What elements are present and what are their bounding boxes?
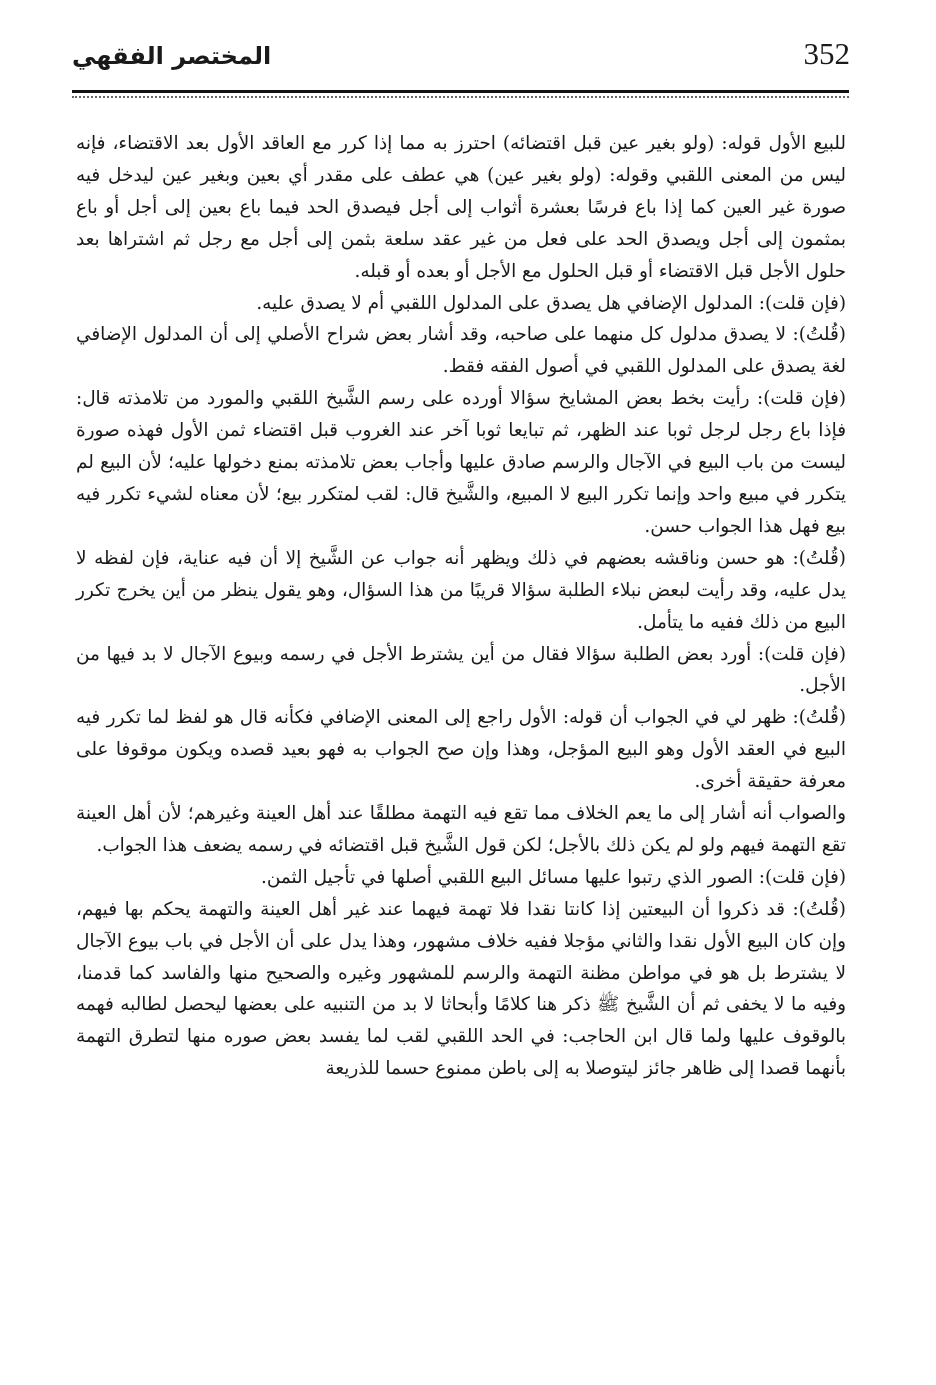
paragraph: (قُلتُ): لا يصدق مدلول كل منهما على صاحبه، وقد أشار بعض شراح الأصلي إلى أن المدلول الإضافي لغة يصدق على المدلول اللقبي في أصول الفقه فقط. <box>76 324 846 378</box>
paragraph: (فإن قلت): أورد بعض الطلبة سؤالا فقال من أين يشترط الأجل في رسمه وبيوع الآجال لا بد فيها من الأجل. <box>76 643 846 697</box>
paragraph: (فإن قلت): المدلول الإضافي هل يصدق على المدلول اللقبي أم لا يصدق عليه. <box>256 292 846 314</box>
paragraph: (فإن قلت): رأيت بخط بعض المشايخ سؤالا أورده على رسم الشَّيخ اللقبي والمورد من تلامذته قال: فإذا باع رجل لرجل ثوبا عند الظهر، ثم تبايعا ثوبا آخر عند الغروب قبل اقتضاء ثمن الأول فهذه صورة ليست من باب البيع في الآجال والرسم صادق عليها وأجاب بعض تلامذته بمنع دخولها عليه؛ لأن البيع لم يتكرر في مبيع واحد وإنما تكرر البيع لا المبيع، والشَّيخ قال: لقب لمتكرر بيع؛ لأن معناه لشيء تكرر فيه بيع فهل هذا الجواب حسن. <box>76 388 846 537</box>
header-rule <box>72 90 849 93</box>
paragraph: (قُلتُ): ظهر لي في الجواب أن قوله: الأول راجع إلى المعنى الإضافي فكأنه قال هو لفظ لما تكرر فيه البيع في العقد الأول وهو البيع المؤجل، وهذا وإن صح الجواب به فهو بعيد قصده ويكون موقوفا على معرفة حقيقة أخرى. <box>76 707 846 793</box>
paragraph: (فإن قلت): الصور الذي رتبوا عليها مسائل البيع اللقبي أصلها في تأجيل الثمن. <box>261 866 846 888</box>
page-number: 352 <box>803 36 850 71</box>
header-dotted-rule <box>72 96 849 98</box>
page-header <box>72 30 850 92</box>
paragraph: للبيع الأول قوله: (ولو بغير عين قبل اقتضائه) احترز به مما إذا كرر مع العاقد الأول بعد الاقتضاء، فإنه ليس من المعنى اللقبي وقوله: (ولو بغير عين) هي عطف على مقدر أي بعين وبغير عين ليدخل فيه صورة غير العين كما إذا باع فرسًا بعشرة أثواب إلى أجل فيصدق الحد فيما باع بعين إلى أجل أو باع بمثمون إلى أجل ويصدق الحد على فعل من غير عقد سلعة بثمن إلى أجل مع رجل ثم اشتراها بعد حلول الأجل قبل الاقتضاء أو قبل الحلول مع الأجل أو بعده أو قبله. <box>76 133 846 282</box>
body-text <box>76 128 846 1085</box>
paragraph: (قُلتُ): قد ذكروا أن البيعتين إذا كانتا نقدا فلا تهمة فيهما عند غير أهل العينة والتهمة يحكم بها فيهم، وإن كان البيع الأول نقدا والثاني مؤجلا ففيه خلاف مشهور، وهذا يدل على أن الأجل في باب بيوع الآجال لا يشترط بل هو في مواطن مظنة التهمة والرسم للمشهور وغيره والصحيح منها والفاسد كما قدمنا، وفيه ما لا يخفى ثم أن الشَّيخ ﷺ ذكر هنا كلامًا وأبحاثا لا بد من التنبيه على بعضها ليحصل لطالبه فهمه بالوقوف عليها ولما قال ابن الحاجب: في الحد اللقبي لقب لما يفسد بعض صوره منها لتطرق التهمة بأنهما قصدا إلى ظاهر جائز ليتوصلا به إلى باطن ممنوع حسما للذريعة <box>76 898 846 1080</box>
running-title: المختصر الفقهي <box>72 42 272 70</box>
paragraph: (قُلتُ): هو حسن وناقشه بعضهم في ذلك ويظهر أنه جواب عن الشَّيخ إلا أن فيه عناية، فإن لفظه لا يدل عليه، وقد رأيت لبعض نبلاء الطلبة سؤالا قريبًا من هذا السؤال، وهو يقول ينظر من أين يخرج تكرر البيع من ذلك ففيه ما يتأمل. <box>76 547 846 633</box>
paragraph: والصواب أنه أشار إلى ما يعم الخلاف مما تقع فيه التهمة مطلقًا عند أهل العينة وغيرهم؛ لأن أهل العينة تقع التهمة فيهم ولو لم يكن ذلك بالأجل؛ لكن قول الشَّيخ قبل اقتضائه في رسمه يضعف هذا الجواب. <box>76 803 846 856</box>
